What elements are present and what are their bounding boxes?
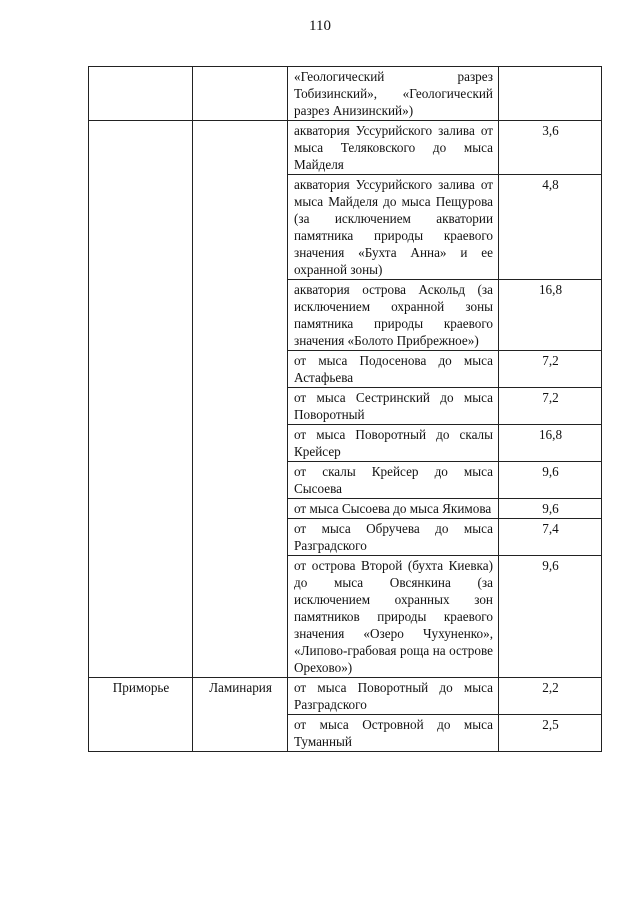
- value-cell: 9,6: [499, 556, 602, 678]
- area-cell: акватория острова Аскольд (за исключением охранной зоны памятника природы краевого значения «Болото Прибрежное»): [288, 280, 499, 351]
- area-cell: от мыса Обручева до мыса Разградского: [288, 519, 499, 556]
- resource-cell: Ламинария: [193, 678, 288, 752]
- area-cell: от мыса Поворотный до скалы Крейсер: [288, 425, 499, 462]
- table-row: [89, 67, 602, 121]
- region-cell: [89, 121, 193, 678]
- resource-cell: [193, 121, 288, 678]
- area-cell: от мыса Сысоева до мыса Якимова: [288, 499, 499, 519]
- table-body: [89, 67, 602, 752]
- quota-table: [88, 66, 602, 752]
- value-cell: 9,6: [499, 462, 602, 499]
- area-cell: от мыса Островной до мыса Туманный: [288, 715, 499, 752]
- value-cell: 16,8: [499, 280, 602, 351]
- table-row: [89, 121, 602, 175]
- value-cell: 9,6: [499, 499, 602, 519]
- area-cell: акватория Уссурийского залива от мыса Теляковского до мыса Майделя: [288, 121, 499, 175]
- area-cell: от острова Второй (бухта Киевка) до мыса Овсянкина (за исключением охранных зон памятников природы краевого значения «Озеро Чухуненко», «Липово-грабовая роща на острове Орехово»): [288, 556, 499, 678]
- value-cell: 2,5: [499, 715, 602, 752]
- area-cell: от мыса Поворотный до мыса Разградского: [288, 678, 499, 715]
- area-cell: акватория Уссурийского залива от мыса Майделя до мыса Пещурова (за исключением акватории памятника природы краевого значения «Бухта Анна» и ее охранной зоны): [288, 175, 499, 280]
- table-row: [89, 678, 602, 715]
- value-cell: 2,2: [499, 678, 602, 715]
- value-cell: 7,2: [499, 388, 602, 425]
- value-cell: 7,2: [499, 351, 602, 388]
- resource-cell: [193, 67, 288, 121]
- area-cell: от скалы Крейсер до мыса Сысоева: [288, 462, 499, 499]
- value-cell: 4,8: [499, 175, 602, 280]
- value-cell: 3,6: [499, 121, 602, 175]
- value-cell: 16,8: [499, 425, 602, 462]
- area-cell: от мыса Подосенова до мыса Астафьева: [288, 351, 499, 388]
- region-cell: [89, 67, 193, 121]
- value-cell: [499, 67, 602, 121]
- region-cell: Приморье: [89, 678, 193, 752]
- area-cell: от мыса Сестринский до мыса Поворотный: [288, 388, 499, 425]
- area-cell: «Геологический разрез Тобизинский», «Геологический разрез Анизинский»): [288, 67, 499, 121]
- value-cell: 7,4: [499, 519, 602, 556]
- page-number: 110: [309, 18, 331, 34]
